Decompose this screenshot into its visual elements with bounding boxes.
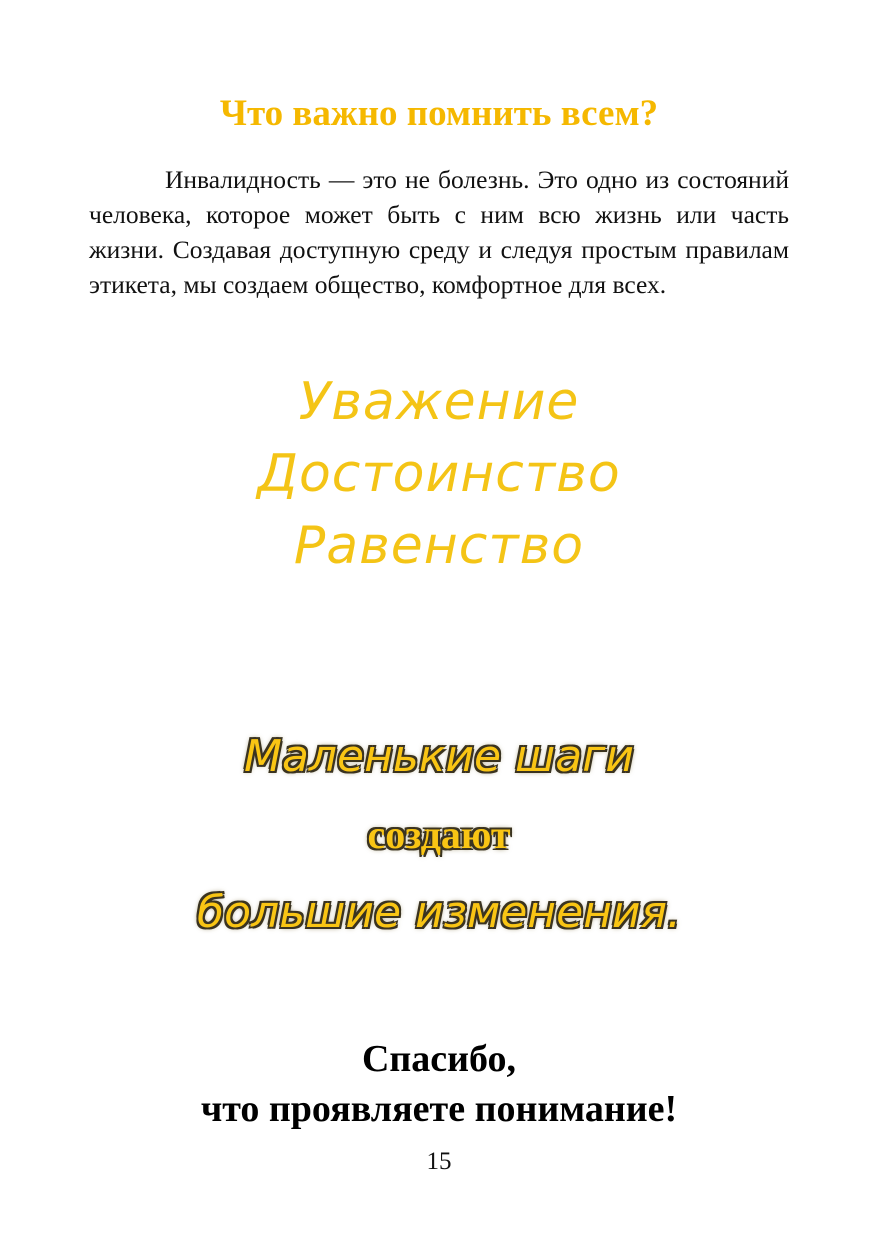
thanks-line-1: Спасибо,	[361, 1038, 517, 1080]
thanks-line-2: что проявляете понимание!	[200, 1088, 678, 1130]
page-heading: Что важно помнить всем?	[219, 93, 659, 134]
value-dignity: Достоинство	[257, 444, 621, 504]
slogan-block	[0, 718, 878, 952]
values-list	[0, 366, 878, 582]
slogan-line-1: Маленькие шаги	[244, 731, 634, 782]
thanks-block	[0, 1034, 878, 1134]
value-respect: Уважение	[298, 372, 580, 432]
slogan-line-2: создают	[367, 812, 511, 857]
value-equality: Равенство	[293, 516, 585, 576]
page-number: 15	[426, 1148, 452, 1175]
slogan-line-3: большие изменения.	[197, 887, 681, 938]
body-paragraph: Инвалидность — это не болезнь. Это одно из состояний человека, которое может быть с ним всю жизнь или часть жизни. Создавая доступную среду и следуя простым правилам этикета, мы создаем общество, комфортное для всех.	[89, 165, 789, 299]
